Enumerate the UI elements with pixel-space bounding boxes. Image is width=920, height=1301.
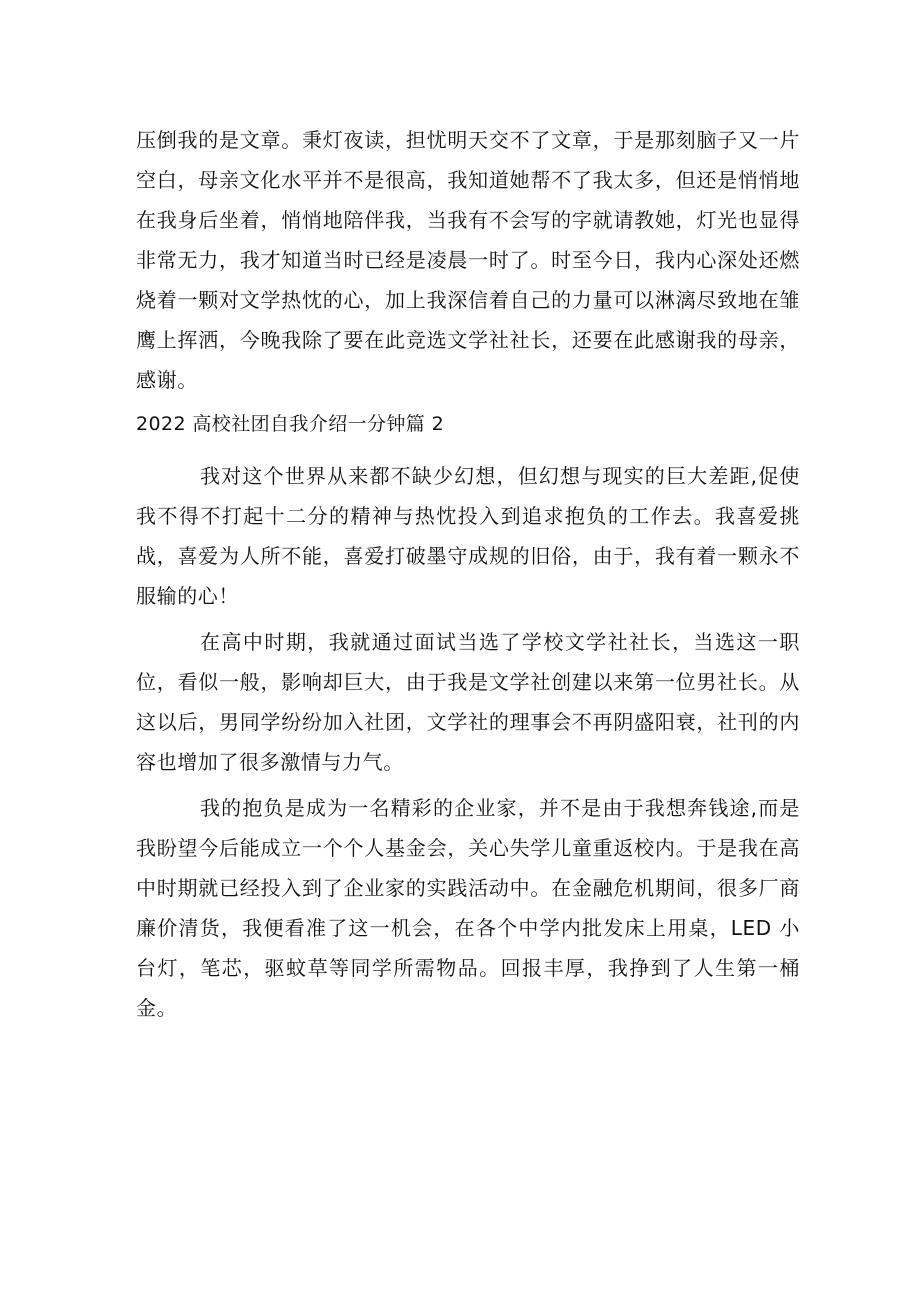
body-paragraph-3: 我的抱负是成为一名精彩的企业家，并不是由于我想奔钱途,而是我盼望今后能成立一个个人基金会，关心失学儿童重返校内。于是我在高中时期就已经投入到了企业家的实践活动中。在金融危机期间，很多厂商廉价清货，我便看准了这一机会，在各个中学内批发床上用桌，LED 小台灯，笔芯，驱蚊草等同学所需物品。回报丰厚，我挣到了人生第一桶金。 (136, 796, 800, 1020)
document-body (136, 120, 800, 1028)
body-paragraph-1: 我对这个世界从来都不缺少幻想，但幻想与现实的巨大差距,促使我不得不打起十二分的精神与热忱投入到追求抱负的工作去。我喜爱挑战，喜爱为人所不能，喜爱打破墨守成规的旧俗，由于，我有着一颗永不服输的心！ (136, 464, 800, 608)
continuation-paragraph: 压倒我的是文章。秉灯夜读，担忧明天交不了文章，于是那刻脑子又一片空白，母亲文化水平并不是很高，我知道她帮不了我太多，但还是悄悄地在我身后坐着，悄悄地陪伴我，当我有不会写的字就请教她，灯光也显得非常无力，我才知道当时已经是凌晨一时了。时至今日，我内心深处还燃烧着一颗对文学热忱的心，加上我深信着自己的力量可以淋漓尽致地在雏鹰上挥洒，今晚我除了要在此竞选文学社社长，还要在此感谢我的母亲，感谢。 (136, 128, 800, 392)
section-heading: 2022 高校社团自我介绍一分钟篇 2 (136, 413, 445, 435)
body-paragraph-2: 在高中时期，我就通过面试当选了学校文学社社长，当选这一职位，看似一般，影响却巨大，由于我是文学社创建以来第一位男社长。从这以后，男同学纷纷加入社团，文学社的理事会不再阴盛阳衰，社刊的内容也增加了很多激情与力气。 (136, 630, 800, 774)
spacer (136, 442, 800, 456)
